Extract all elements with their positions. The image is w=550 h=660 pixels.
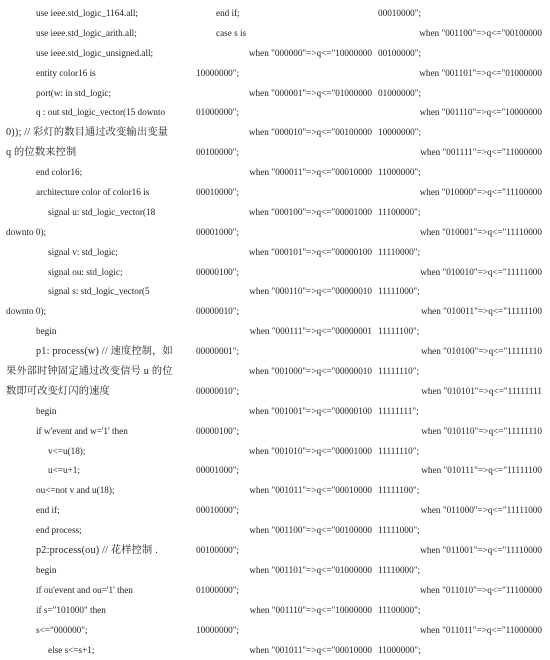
code-line: 11111100";	[378, 322, 546, 342]
code-line: 01000000";	[196, 103, 376, 123]
code-line: 00100000";	[378, 44, 546, 64]
code-line: case s is	[196, 24, 376, 44]
code-line: port(w: in std_logic;	[6, 84, 194, 104]
code-line: 10000000";	[378, 123, 546, 143]
code-line: 11100000";	[378, 203, 546, 223]
code-line: entity color16 is	[6, 64, 194, 84]
code-line: when "000010"=>q<="00100000	[196, 123, 376, 143]
code-line: when "001011"=>q<="00010000	[196, 641, 376, 660]
code-line: signal v: std_logic;	[6, 243, 194, 263]
code-line: when "010010"=>q<="11111000	[378, 263, 546, 283]
code-line: when "001101"=>q<="01000000	[378, 64, 546, 84]
code-line: 11110000";	[378, 561, 546, 581]
code-line: 11111111";	[378, 402, 546, 422]
code-line: p1: process(w) // 速度控制，如	[6, 342, 194, 362]
code-line: 0)); // 彩灯的数目通过改变输出变量	[6, 123, 194, 143]
code-column-right	[378, 4, 546, 660]
code-line: 00001000";	[196, 223, 376, 243]
code-line: when "000001"=>q<="01000000	[196, 84, 376, 104]
code-line: when "000000"=>q<="10000000	[196, 44, 376, 64]
code-line: 00000010";	[196, 302, 376, 322]
code-line: 00010000";	[196, 183, 376, 203]
code-line: 果外部时钟固定通过改变信号 u 的位	[6, 362, 194, 382]
code-line: 00000010";	[196, 382, 376, 402]
code-line: 11000000";	[378, 641, 546, 660]
code-line: 01000000";	[196, 581, 376, 601]
code-line: end color16;	[6, 163, 194, 183]
code-line: begin	[6, 561, 194, 581]
code-line: 11111000";	[378, 282, 546, 302]
code-line: architecture color of color16 is	[6, 183, 194, 203]
code-line: s<="000000";	[6, 621, 194, 641]
code-line: 00010000";	[196, 501, 376, 521]
code-line: 00100000";	[196, 143, 376, 163]
code-line: downto 0);	[6, 223, 194, 243]
code-line: signal ou: std_logic;	[6, 263, 194, 283]
code-line: 11111000";	[378, 521, 546, 541]
code-line: q : out std_logic_vector(15 downto	[6, 103, 194, 123]
code-column-left	[6, 4, 194, 660]
code-line: 00000001";	[196, 342, 376, 362]
code-line: when "011000"=>q<="11111000	[378, 501, 546, 521]
code-line: 10000000";	[196, 64, 376, 84]
code-line: use ieee.std_logic_unsigned.all;	[6, 44, 194, 64]
code-line: if w'event and w='1' then	[6, 422, 194, 442]
code-line: when "001111"=>q<="11000000	[378, 143, 546, 163]
code-line: end if;	[6, 501, 194, 521]
code-line: when "001100"=>q<="00100000	[378, 24, 546, 44]
code-line: 00100000";	[196, 541, 376, 561]
code-line: when "010100"=>q<="11111110	[378, 342, 546, 362]
code-line: when "001110"=>q<="10000000	[378, 103, 546, 123]
code-line: when "011001"=>q<="11110000	[378, 541, 546, 561]
code-line: 11110000";	[378, 243, 546, 263]
code-line: when "010111"=>q<="11111100	[378, 461, 546, 481]
code-line: 00010000";	[378, 4, 546, 24]
code-line: when "010101"=>q<="11111111	[378, 382, 546, 402]
code-line: when "000100"=>q<="00001000	[196, 203, 376, 223]
code-line: 11000000";	[378, 163, 546, 183]
code-line: 00000100";	[196, 422, 376, 442]
code-line: 00000100";	[196, 263, 376, 283]
code-line: 10000000";	[196, 621, 376, 641]
code-line: when "001101"=>q<="01000000	[196, 561, 376, 581]
code-line: signal s: std_logic_vector(5	[6, 282, 194, 302]
code-line: end process;	[6, 521, 194, 541]
code-line: when "010000"=>q<="11100000	[378, 183, 546, 203]
code-line: begin	[6, 322, 194, 342]
code-line: when "001110"=>q<="10000000	[196, 601, 376, 621]
code-line: else s<=s+1;	[6, 641, 194, 660]
code-line: if ou'event and ou='1' then	[6, 581, 194, 601]
code-column-middle	[196, 4, 376, 660]
code-line: when "001100"=>q<="00100000	[196, 521, 376, 541]
code-line: 数即可改变灯闪的速度	[6, 382, 194, 402]
code-line: u<=u+1;	[6, 461, 194, 481]
code-line: when "001010"=>q<="00001000	[196, 442, 376, 462]
code-line: ou<=not v and u(18);	[6, 481, 194, 501]
code-line: when "001011"=>q<="00010000	[196, 481, 376, 501]
code-line: 11100000";	[378, 601, 546, 621]
code-line: signal u: std_logic_vector(18	[6, 203, 194, 223]
code-line: when "011011"=>q<="11000000	[378, 621, 546, 641]
code-line: 01000000";	[378, 84, 546, 104]
code-line: when "000011"=>q<="00010000	[196, 163, 376, 183]
code-line: begin	[6, 402, 194, 422]
code-line: use ieee.std_logic_1164.all;	[6, 4, 194, 24]
code-line: when "000110"=>q<="00000010	[196, 282, 376, 302]
code-line: 11111110";	[378, 442, 546, 462]
code-line: when "010110"=>q<="11111110	[378, 422, 546, 442]
code-line: 11111110";	[378, 362, 546, 382]
code-line: when "010001"=>q<="11110000	[378, 223, 546, 243]
code-line: when "000111"=>q<="00000001	[196, 322, 376, 342]
code-line: q 的位数来控制	[6, 143, 194, 163]
code-line: when "001001"=>q<="00000100	[196, 402, 376, 422]
code-line: use ieee.std_logic_arith.all;	[6, 24, 194, 44]
code-line: 00001000";	[196, 461, 376, 481]
code-line: downto 0);	[6, 302, 194, 322]
code-line: when "001000"=>q<="00000010	[196, 362, 376, 382]
code-line: when "011010"=>q<="11100000	[378, 581, 546, 601]
code-line: when "000101"=>q<="00000100	[196, 243, 376, 263]
code-line: 11111100";	[378, 481, 546, 501]
code-line: v<=u(18);	[6, 442, 194, 462]
code-line: if s="101000" then	[6, 601, 194, 621]
code-line: when "010011"=>q<="11111100	[378, 302, 546, 322]
code-line: end if;	[196, 4, 376, 24]
code-line: p2:process(ou) // 花样控制 .	[6, 541, 194, 561]
